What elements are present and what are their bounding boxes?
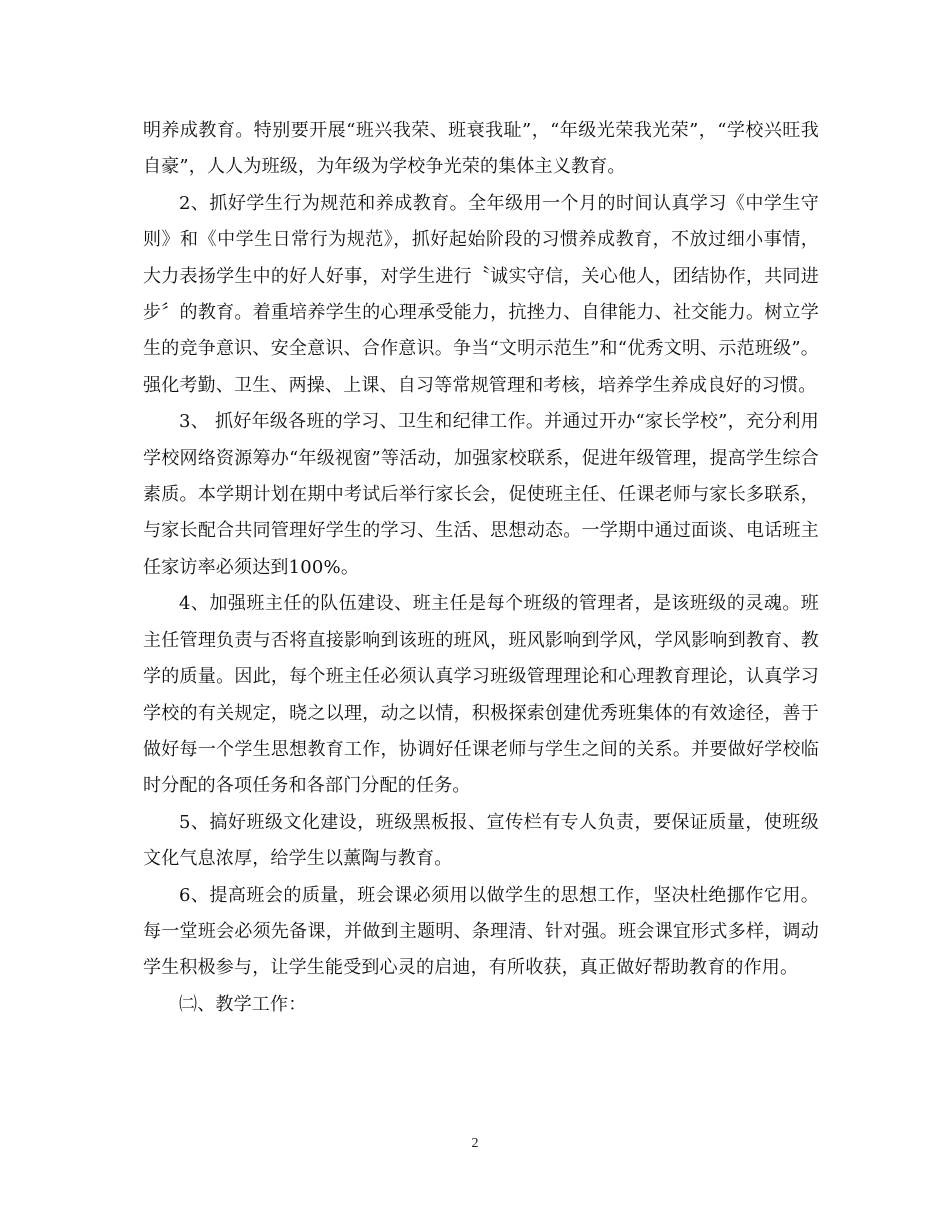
page-number: 2 [471,1136,479,1151]
paragraph-item-4: 4、加强班主任的队伍建设、班主任是每个班级的管理者，是该班级的灵魂。班主任管理负责与否将直接影响到该班的班风，班风影响到学风，学风影响到教育、教学的质量。因此，每个班主任必须认真学习班级管理理论和心理教育理论，认真学习学校的有关规定，晓之以理，动之以情，积极探索创建优秀班集体的有效途径，善于做好每一个学生思想教育工作，协调好任课老师与学生之间的关系。并要做好学校临时分配的各项任务和各部门分配的任务。 [143,593,819,797]
paragraph-item-3: 3、 抓好年级各班的学习、卫生和纪律工作。并通过开办“家长学校”，充分利用学校网络资源筹办“年级视窗”等活动，加强家校联系，促进年级管理，提高学生综合素质。本学期计划在期中考试后举行家长会，促使班主任、任课老师与家长多联系，与家长配合共同管理好学生的学习、生活、思想动态。一学期中通过面谈、电话班主任家访率必须达到100%。 [143,411,819,578]
paragraph-continuation: 明养成教育。特别要开展“班兴我荣、班衰我耻”，“年级光荣我光荣”，“学校兴旺我自豪”，人人为班级，为年级为学校争光荣的集体主义教育。 [143,120,819,178]
paragraph-item-5: 5、搞好班级文化建设，班级黑板报、宣传栏有专人负责，要保证质量，使班级文化气息浓厚，给学生以薰陶与教育。 [143,811,819,870]
document-body [143,113,819,1023]
section-heading-teaching: ㈡、教学工作： [179,993,307,1015]
paragraph-item-6: 6、提高班会的质量，班会课必须用以做学生的思想工作，坚决杜绝挪作它用。每一堂班会必须先备课，并做到主题明、条理清、针对强。班会课宜形式多样，调动学生积极参与，让学生能受到心灵的启迪，有所收获，真正做好帮助教育的作用。 [143,884,819,979]
paragraph-item-2: 2、抓好学生行为规范和养成教育。全年级用一个月的时间认真学习《中学生守则》和《中学生日常行为规范》，抓好起始阶段的习惯养成教育，不放过细小事情，大力表扬学生中的好人好事，对学生进行〝诚实守信，关心他人，团结协作，共同进步〞的教育。着重培养学生的心理承受能力，抗挫力、自律能力、社交能力。树立学生的竞争意识、安全意识、合作意识。争当“文明示范生”和“优秀文明、示范班级”。强化考勤、卫生、两操、上课、自习等常规管理和考核，培养学生养成良好的习惯。 [143,192,819,396]
